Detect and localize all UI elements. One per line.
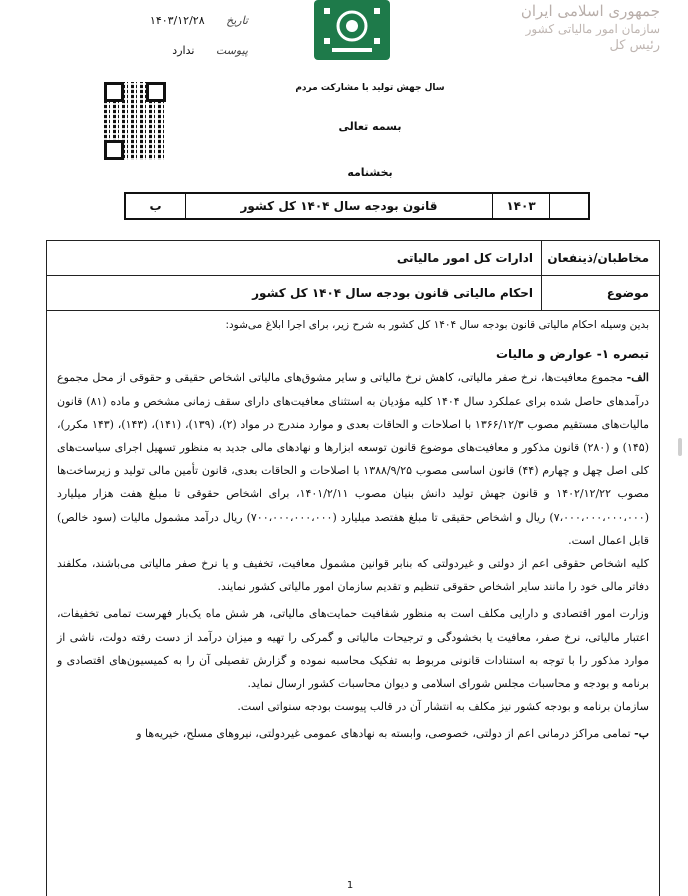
org-line-1: جمهوری اسلامی ایران [520,2,660,20]
paragraph-b [57,722,649,745]
paragraph-a [57,366,649,552]
qr-code [104,82,166,160]
scroll-handle[interactable] [678,438,682,456]
title-box [124,192,590,220]
title-box-blank [549,194,588,218]
title-box-code: ب [149,199,162,213]
info-table [46,240,660,311]
org-line-3: رئیس کل [609,38,660,53]
audience-value: ادارات کل امور مالیاتی [396,251,533,265]
paragraph-b-text: تمامی مراکز درمانی اعم از دولتی، خصوصی، وابسته به نهادهای عمومی غیردولتی، نیروهای مسلح، خیریه‌ها و [136,727,635,741]
date-line [98,14,248,27]
attachment-label: پیوست [215,44,248,57]
document-body [46,310,660,896]
paragraph-3: وزارت امور اقتصادی و دارایی مکلف است به منظور شفافیت حمایت‌های مالیاتی، هر شش ماه یک‌بار فهرست تمامی تخفیفات، اعتبار مالیاتی، نرخ صفر، معافیت یا بخشودگی و ترجیحات مالیاتی و گمرکی را تهیه و میزان درآمد از دست رفته دولت، ناشی از موارد مذکور را با توجه به استنادات قانونی مربوط به تفکیک محاسبه نموده و گزارش تفصیلی آن را به کمیسیون‌های اقتصادی و برنامه و بودجه و محاسبات مجلس شورای اسلامی و دیوان محاسبات کشور ارسال نماید. [57,607,649,691]
audience-label: مخاطبان/ذینفعان [541,241,659,275]
paragraph-a-lead: الف- [626,371,649,385]
page-number: 1 [346,880,354,891]
date-value: ۱۴۰۳/۱۲/۲۸ [149,14,205,27]
date-label: تاریخ [226,14,248,27]
organization-logo-icon [310,0,394,64]
paragraph-4: سازمان برنامه و بودجه کشور نیز مکلف به انتشار آن در قالب پیوست بودجه سنواتی است. [237,700,649,714]
title-box-year: ۱۴۰۳ [492,194,549,218]
paragraph-b-lead: ب- [634,727,649,741]
section-heading: تبصره ۱- عوارض و مالیات [495,347,649,362]
subject-value: احکام مالیاتی قانون بودجه سال ۱۴۰۴ کل کشور [252,286,533,300]
document-type: بخشنامه [347,166,393,179]
title-box-title: قانون بودجه سال ۱۴۰۴ کل کشور [185,194,492,218]
audience-row [47,241,659,276]
intro-text: بدین وسیله احکام مالیاتی قانون بودجه سال ۱۴۰۴ کل کشور به شرح زیر، برای اجرا ابلاغ می‌شود: [225,319,649,331]
year-slogan: سال جهش تولید با مشارکت مردم [295,83,445,93]
subject-label: موضوع [541,276,659,310]
attachment-value: ندارد [172,44,195,57]
paragraph-a-text: مجموع معافیت‌ها، نرخ صفر مالیاتی، کاهش نرخ مالیاتی و سایر مشوق‌های مالیاتی اشخاص حقیقی و حقوقی از محل مجموع درآمدهای حاصل شده برای عملکرد سال ۱۴۰۴ کلیه مؤدیان به استثنای معافیت‌های دارای سقف زمانی مشخص و ماده (۸۱) قانون مالیات‌های مستقیم مصوب ۱۳۶۶/۱۲/۳ با اصلاحات و الحاقات بعدی و موارد مندرج در مواد (۲)، (۱۳۹)، (۱۴۱)، (۱۴۳)، (۱۴۳ مکرر)، (۱۴۵) و (۲۸۰) قانون مذکور و معافیت‌های موضوع قانون توسعه ابزارها و نهادهای مالی جدید به منظور تسهیل اجرای سیاست‌های کلی اصل چهل و چهارم (۴۴) قانون اساسی مصوب ۱۳۸۸/۹/۲۵ با اصلاحات و الحاقات بعدی، قانون تأمین مالی تولید و زیرساخت‌ها مصوب ۱۴۰۲/۱۲/۲۲ و قانون جهش تولید دانش بنیان مصوب ۱۴۰۱/۲/۱۱، برای اشخاص حقوقی تا مبلغ هفت هزار میلیارد (۷،۰۰۰،۰۰۰،۰۰۰،۰۰۰) ریال و اشخاص حقیقی تا مبلغ هفتصد میلیارد (۷۰۰،۰۰۰،۰۰۰،۰۰۰) ریال درآمد مشمول مالیات (سود خالص) قابل اعمال است. [57,371,650,547]
paragraph-2: کلیه اشخاص حقوقی اعم از دولتی و غیردولتی که بنابر قوانین مشمول معافیت، تخفیف و یا نرخ صفر مالیاتی می‌باشند، مکلفند دفاتر مالی خود را مانند سایر اشخاص حقوقی تنظیم و تقدیم سازمان امور مالیاتی کشور نمایند. [57,557,649,594]
basmala: بسمه تعالی [338,120,402,133]
org-line-2: سازمان امور مالیاتی کشور [525,22,660,36]
organization-name [470,2,660,53]
subject-row [47,276,659,310]
attachment-line [98,44,248,57]
